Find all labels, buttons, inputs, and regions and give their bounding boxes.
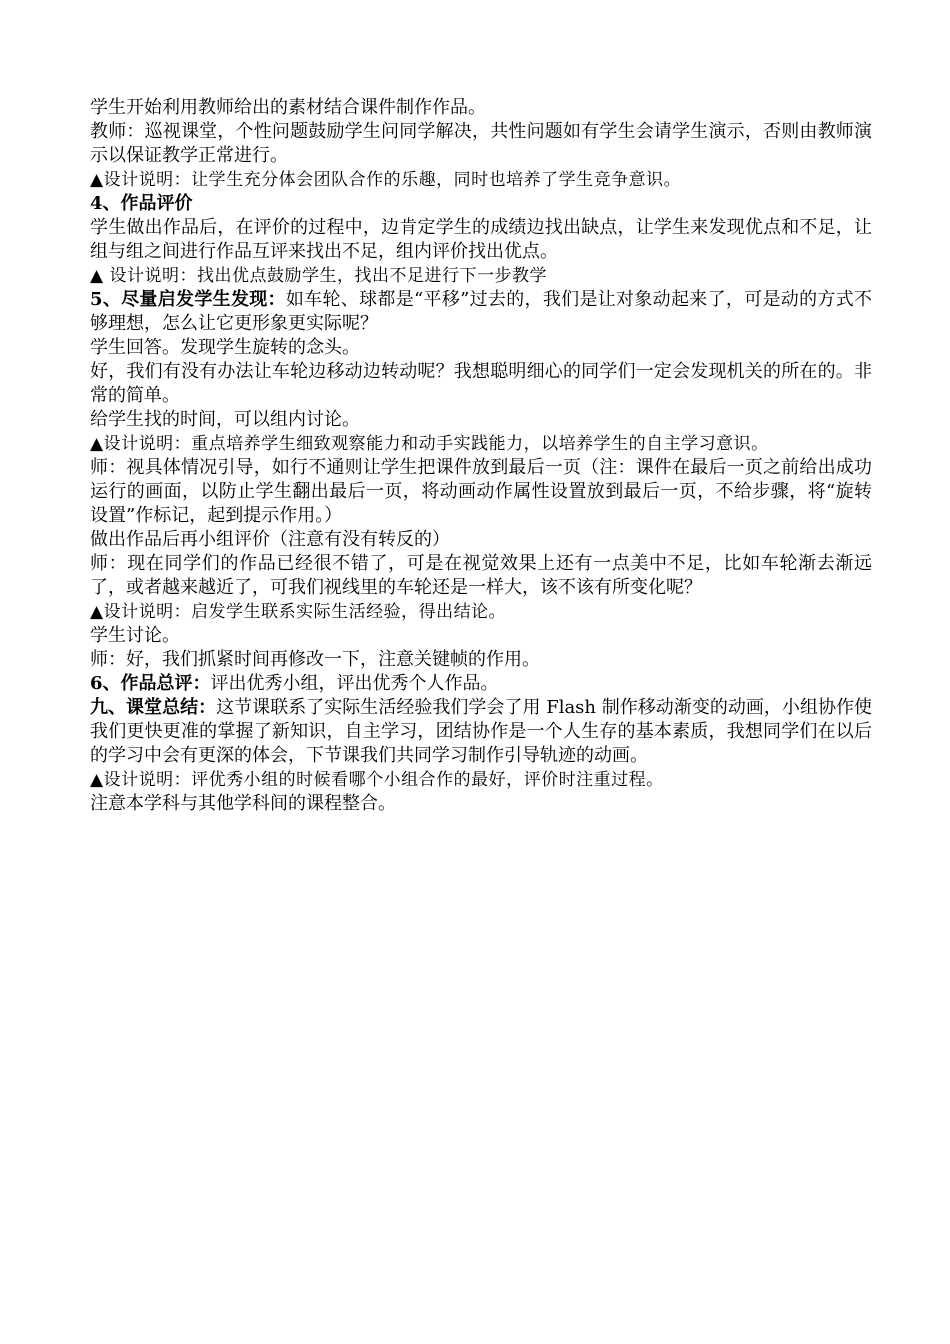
paragraph: 学生做出作品后，在评价的过程中，边肯定学生的成绩边找出缺点，让学生来发现优点和不足，让组与组之间进行作品互评来找出不足，组内评价找出优点。 — [90, 217, 872, 262]
section-heading: 6、作品总评： — [90, 673, 211, 694]
design-note: ▲设计说明：重点培养学生细致观察能力和动手实践能力，以培养学生的自主学习意识。 — [90, 434, 769, 454]
section-heading: 5、尽量启发学生发现： — [90, 289, 286, 310]
paragraph: 学生讨论。 — [90, 625, 180, 646]
section-heading: 4、作品评价 — [90, 193, 193, 214]
paragraph: 师：现在同学们的作品已经很不错了，可是在视觉效果上还有一点美中不足，比如车轮渐去渐远了，或者越来越近了，可我们视线里的车轮还是一样大，该不该有所变化呢？ — [90, 553, 872, 598]
section-text: 评出优秀小组，评出优秀个人作品。 — [210, 673, 499, 694]
design-note: ▲设计说明：让学生充分体会团队合作的乐趣，同时也培养了学生竞争意识。 — [90, 170, 682, 190]
paragraph: 学生回答。发现学生旋转的念头。 — [90, 337, 360, 358]
design-note: ▲ 设计说明：找出优点鼓励学生，找出不足进行下一步教学 — [90, 266, 547, 286]
section-heading: 九、课堂总结： — [90, 697, 217, 718]
paragraph: 好，我们有没有办法让车轮边移动边转动呢？我想聪明细心的同学们一定会发现机关的所在的。非常的简单。 — [90, 361, 872, 406]
paragraph: 学生开始利用教师给出的素材结合课件制作作品。 — [90, 97, 486, 118]
paragraph: 师：好，我们抓紧时间再修改一下，注意关键帧的作用。 — [90, 649, 540, 670]
section-paragraph — [90, 288, 872, 336]
paragraph: 注意本学科与其他学科间的课程整合。 — [90, 793, 396, 814]
design-note: ▲设计说明：启发学生联系实际生活经验，得出结论。 — [90, 602, 507, 622]
design-note: ▲设计说明：评优秀小组的时候看哪个小组合作的最好，评价时注重过程。 — [90, 770, 664, 790]
section-paragraph — [90, 672, 872, 696]
document-body — [90, 96, 872, 816]
paragraph: 做出作品后再小组评价（注意有没有转反的） — [90, 529, 450, 550]
paragraph: 师：视具体情况引导，如行不通则让学生把课件放到最后一页（注：课件在最后一页之前给出成功运行的画面，以防止学生翻出最后一页，将动画动作属性设置放到最后一页，不给步骤，将“旋转设置”作标记，起到提示作用。） — [90, 457, 872, 526]
section-text: 这节课联系了实际生活经验我们学会了用 Flash 制作移动渐变的动画，小组协作使我们更快更准的掌握了新知识，自主学习，团结协作是一个人生存的基本素质，我想同学们在以后的学习中会有更深的体会，下节课我们共同学习制作引导轨迹的动画。 — [90, 697, 873, 766]
paragraph: 给学生找的时间，可以组内讨论。 — [90, 409, 360, 430]
section-paragraph — [90, 696, 872, 768]
paragraph: 教师：巡视课堂，个性问题鼓励学生问同学解决，共性问题如有学生会请学生演示，否则由教师演示以保证教学正常进行。 — [90, 121, 872, 166]
section-text: 如车轮、球都是“平移”过去的，我们是让对象动起来了，可是动的方式不够理想，怎么让它更形象更实际呢？ — [90, 289, 872, 334]
